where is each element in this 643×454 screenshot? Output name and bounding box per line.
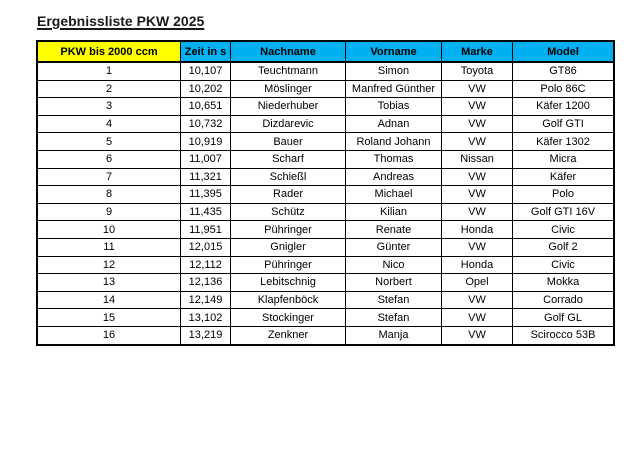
table-row — [37, 186, 614, 204]
cell-marke: VW — [442, 115, 513, 133]
cell-model: Golf GTI — [513, 115, 615, 133]
cell-marke: VW — [442, 80, 513, 98]
cell-model: Mokka — [513, 274, 615, 292]
table-row — [37, 291, 614, 309]
results-table — [36, 40, 615, 346]
cell-nachname: Möslinger — [231, 80, 346, 98]
cell-model: Civic — [513, 221, 615, 239]
cell-nachname: Lebitschnig — [231, 274, 346, 292]
column-header-model: Model — [513, 41, 615, 62]
cell-nachname: Schütz — [231, 203, 346, 221]
table-row — [37, 115, 614, 133]
cell-rank: 7 — [37, 168, 181, 186]
results-table-header — [37, 41, 614, 62]
cell-zeit: 10,202 — [181, 80, 231, 98]
cell-nachname: Bauer — [231, 133, 346, 151]
cell-rank: 2 — [37, 80, 181, 98]
cell-nachname: Stockinger — [231, 309, 346, 327]
cell-nachname: Teuchtmann — [231, 62, 346, 80]
cell-model: Polo 86C — [513, 80, 615, 98]
cell-zeit: 10,732 — [181, 115, 231, 133]
cell-vorname: Kilian — [346, 203, 442, 221]
table-row — [37, 256, 614, 274]
cell-rank: 8 — [37, 186, 181, 204]
cell-zeit: 10,651 — [181, 98, 231, 116]
column-header-nachname: Nachname — [231, 41, 346, 62]
cell-marke: Nissan — [442, 150, 513, 168]
cell-rank: 12 — [37, 256, 181, 274]
table-row — [37, 326, 614, 344]
cell-vorname: Manja — [346, 326, 442, 344]
cell-nachname: Gnigler — [231, 238, 346, 256]
header-row — [37, 41, 614, 62]
cell-rank: 14 — [37, 291, 181, 309]
cell-rank: 13 — [37, 274, 181, 292]
cell-vorname: Stefan — [346, 309, 442, 327]
cell-zeit: 11,435 — [181, 203, 231, 221]
cell-vorname: Andreas — [346, 168, 442, 186]
cell-marke: VW — [442, 309, 513, 327]
table-row — [37, 238, 614, 256]
cell-vorname: Michael — [346, 186, 442, 204]
cell-marke: VW — [442, 326, 513, 344]
cell-rank: 9 — [37, 203, 181, 221]
cell-nachname: Pühringer — [231, 221, 346, 239]
table-row — [37, 168, 614, 186]
cell-zeit: 10,919 — [181, 133, 231, 151]
table-row — [37, 309, 614, 327]
cell-nachname: Pühringer — [231, 256, 346, 274]
cell-rank: 4 — [37, 115, 181, 133]
table-row — [37, 150, 614, 168]
table-row — [37, 203, 614, 221]
cell-marke: VW — [442, 203, 513, 221]
cell-marke: VW — [442, 168, 513, 186]
cell-nachname: Dizdarevic — [231, 115, 346, 133]
cell-zeit: 12,136 — [181, 274, 231, 292]
cell-nachname: Zenkner — [231, 326, 346, 344]
cell-vorname: Simon — [346, 62, 442, 80]
cell-nachname: Klapfenböck — [231, 291, 346, 309]
cell-nachname: Scharf — [231, 150, 346, 168]
cell-zeit: 11,321 — [181, 168, 231, 186]
cell-marke: VW — [442, 98, 513, 116]
cell-marke: Opel — [442, 274, 513, 292]
table-row — [37, 98, 614, 116]
cell-vorname: Adnan — [346, 115, 442, 133]
table-row — [37, 274, 614, 292]
cell-zeit: 11,395 — [181, 186, 231, 204]
cell-model: Polo — [513, 186, 615, 204]
results-table-body — [37, 62, 614, 345]
cell-vorname: Nico — [346, 256, 442, 274]
cell-vorname: Tobias — [346, 98, 442, 116]
cell-zeit: 12,015 — [181, 238, 231, 256]
cell-model: Scirocco 53B — [513, 326, 615, 344]
cell-vorname: Stefan — [346, 291, 442, 309]
cell-marke: Honda — [442, 221, 513, 239]
cell-vorname: Manfred Günther — [346, 80, 442, 98]
cell-rank: 10 — [37, 221, 181, 239]
table-row — [37, 221, 614, 239]
cell-model: Golf GTI 16V — [513, 203, 615, 221]
cell-marke: Honda — [442, 256, 513, 274]
cell-zeit: 11,007 — [181, 150, 231, 168]
cell-zeit: 12,149 — [181, 291, 231, 309]
cell-marke: VW — [442, 238, 513, 256]
cell-vorname: Renate — [346, 221, 442, 239]
cell-nachname: Rader — [231, 186, 346, 204]
cell-vorname: Norbert — [346, 274, 442, 292]
cell-nachname: Schießl — [231, 168, 346, 186]
cell-rank: 16 — [37, 326, 181, 344]
cell-model: Civic — [513, 256, 615, 274]
cell-rank: 6 — [37, 150, 181, 168]
cell-rank: 11 — [37, 238, 181, 256]
cell-vorname: Thomas — [346, 150, 442, 168]
cell-marke: VW — [442, 291, 513, 309]
page-title: Ergebnissliste PKW 2025 — [37, 13, 205, 29]
cell-zeit: 13,219 — [181, 326, 231, 344]
column-header-rank: PKW bis 2000 ccm — [37, 41, 181, 62]
cell-model: Micra — [513, 150, 615, 168]
cell-model: Käfer 1302 — [513, 133, 615, 151]
cell-marke: Toyota — [442, 62, 513, 80]
cell-model: Golf GL — [513, 309, 615, 327]
column-header-zeit: Zeit in s — [181, 41, 231, 62]
cell-vorname: Roland Johann — [346, 133, 442, 151]
table-row — [37, 62, 614, 80]
cell-zeit: 11,951 — [181, 221, 231, 239]
column-header-marke: Marke — [442, 41, 513, 62]
table-row — [37, 80, 614, 98]
cell-rank: 3 — [37, 98, 181, 116]
cell-rank: 1 — [37, 62, 181, 80]
cell-vorname: Günter — [346, 238, 442, 256]
cell-zeit: 10,107 — [181, 62, 231, 80]
cell-model: Käfer — [513, 168, 615, 186]
cell-model: Golf 2 — [513, 238, 615, 256]
cell-marke: VW — [442, 186, 513, 204]
cell-zeit: 12,112 — [181, 256, 231, 274]
cell-model: Corrado — [513, 291, 615, 309]
cell-marke: VW — [442, 133, 513, 151]
cell-model: GT86 — [513, 62, 615, 80]
cell-model: Käfer 1200 — [513, 98, 615, 116]
cell-rank: 15 — [37, 309, 181, 327]
table-row — [37, 133, 614, 151]
cell-rank: 5 — [37, 133, 181, 151]
cell-nachname: Niederhuber — [231, 98, 346, 116]
column-header-vorname: Vorname — [346, 41, 442, 62]
cell-zeit: 13,102 — [181, 309, 231, 327]
